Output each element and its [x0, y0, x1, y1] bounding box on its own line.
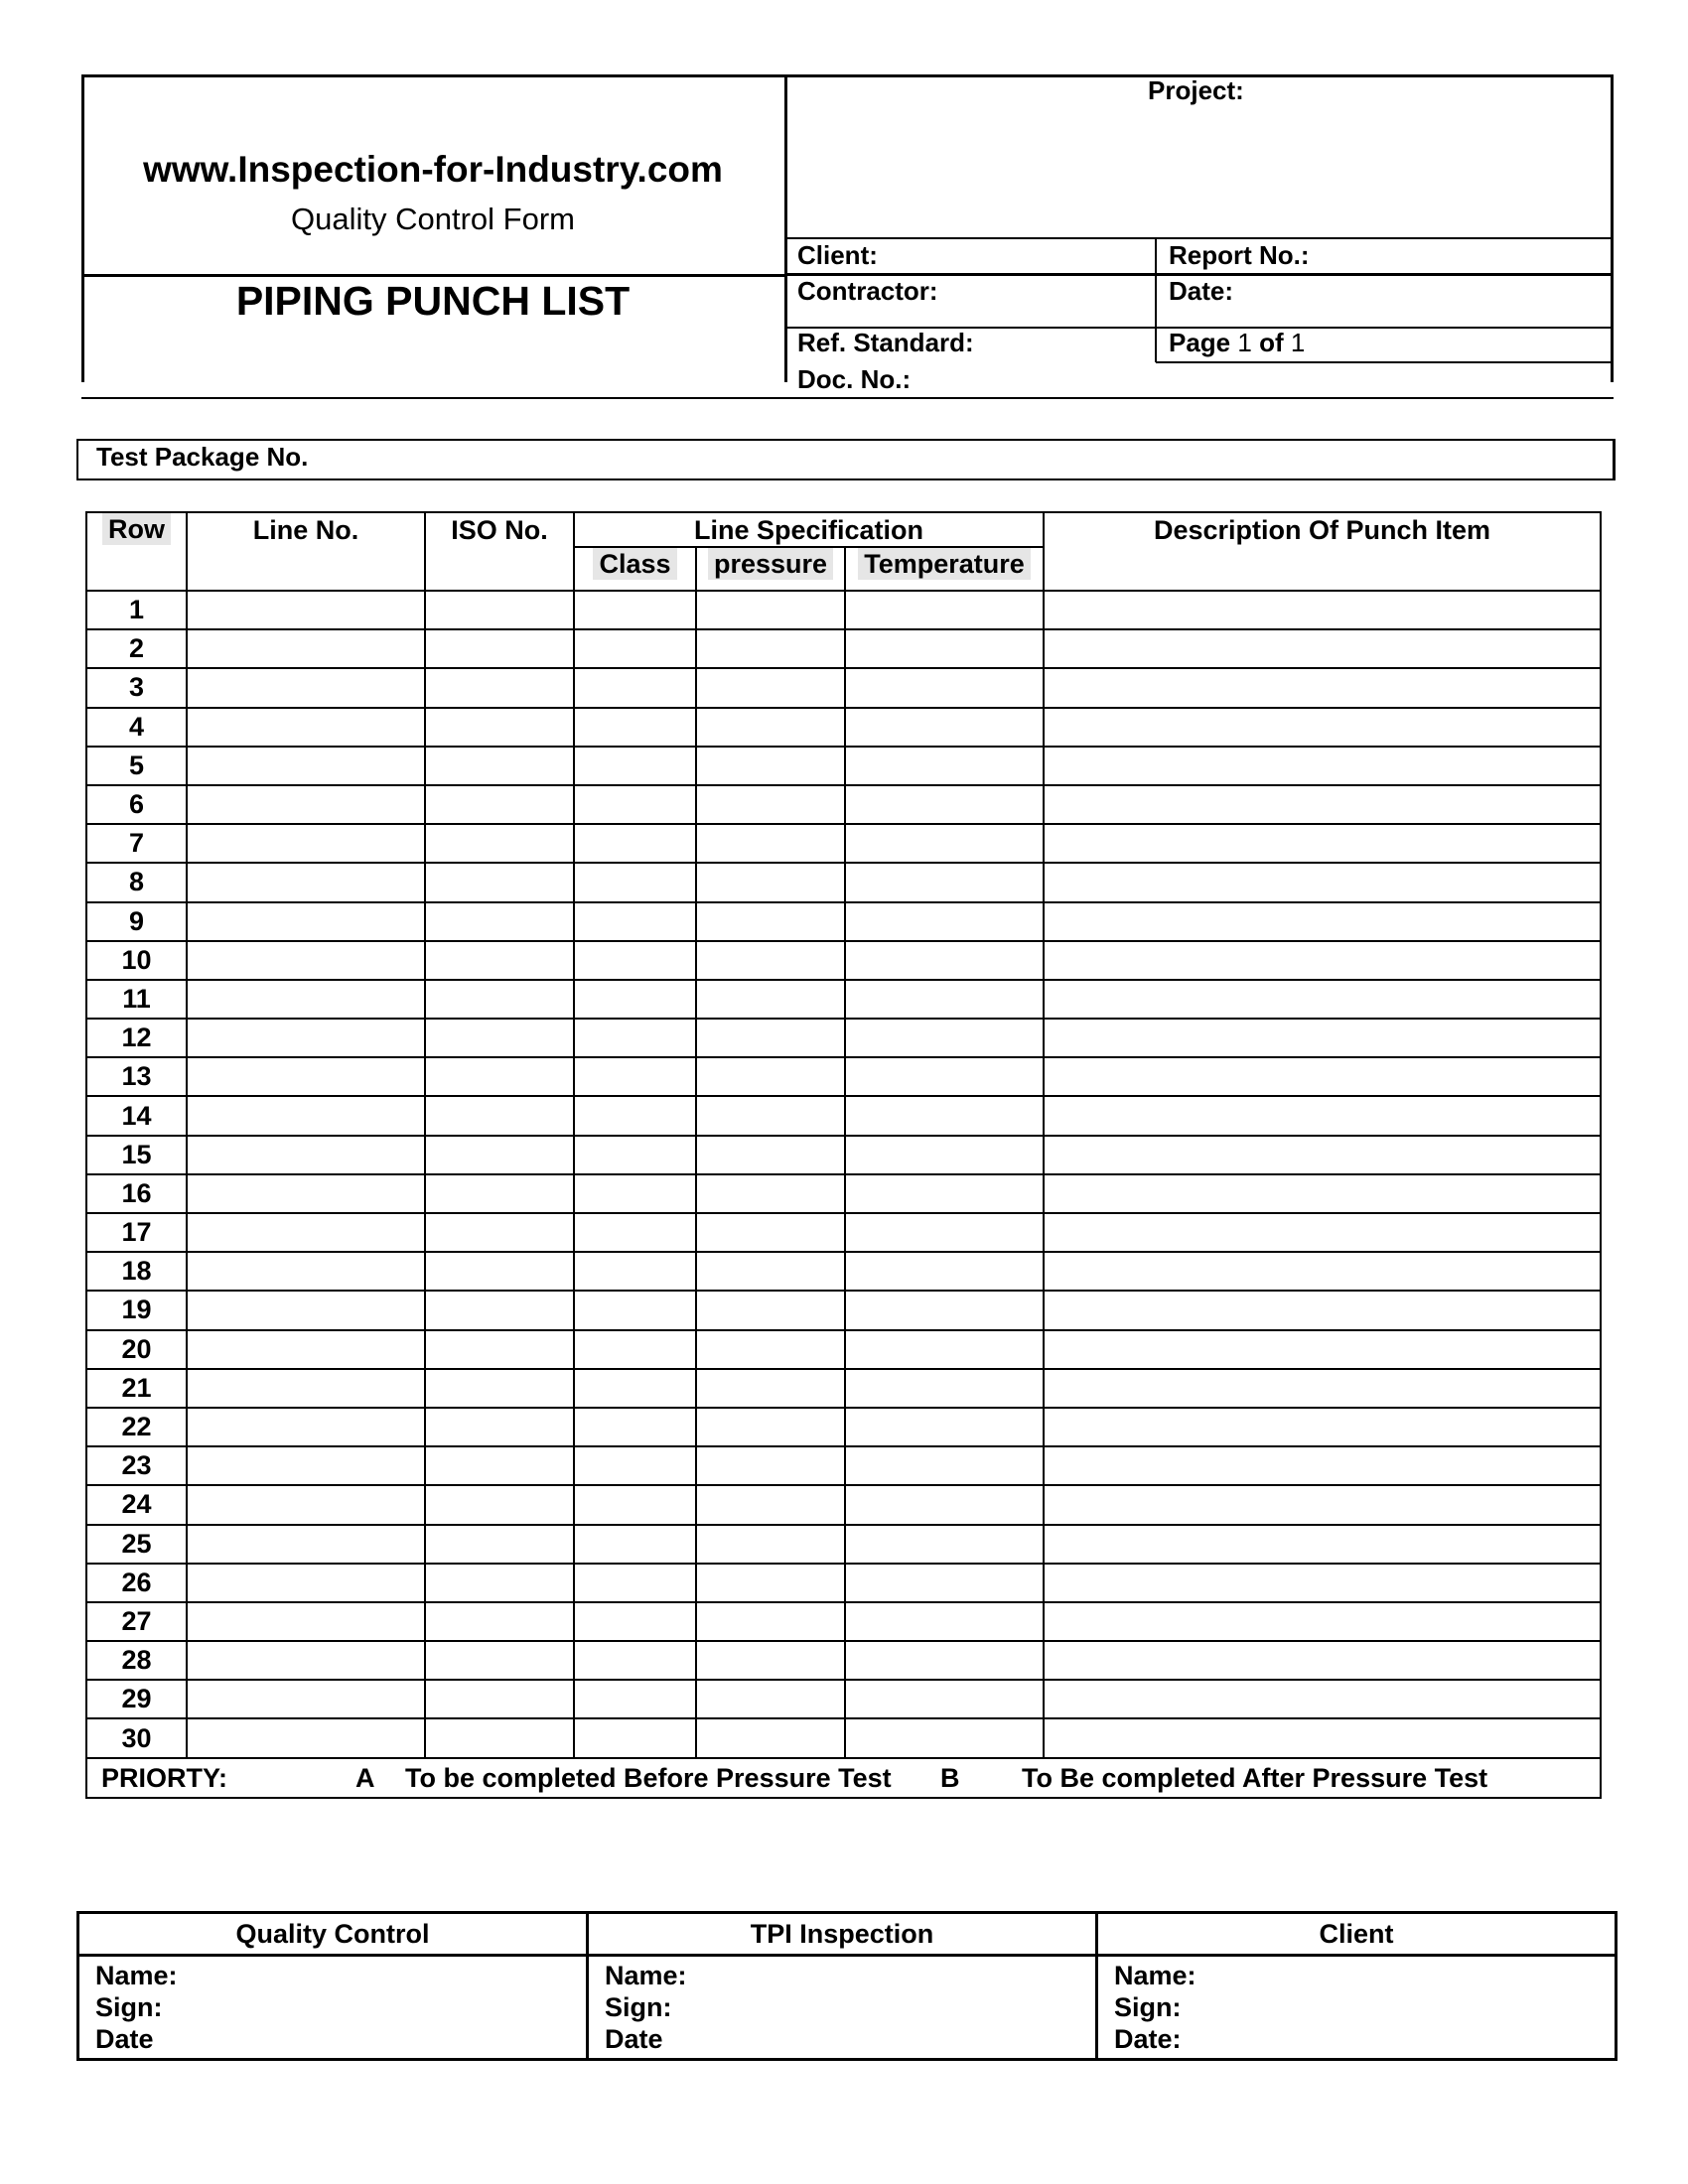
description-cell[interactable]: [1044, 1096, 1601, 1135]
header-grid-line: [1156, 361, 1614, 363]
priority-b-code: B: [940, 1762, 960, 1793]
class-cell[interactable]: [574, 1213, 696, 1252]
table-row: [86, 1330, 1601, 1369]
table-row: [86, 629, 1601, 668]
col-header-description: Description Of Punch Item: [1044, 512, 1601, 591]
table-row: [86, 1369, 1601, 1408]
priority-label: PRIORTY:: [101, 1762, 227, 1793]
description-cell[interactable]: [1044, 1718, 1601, 1757]
iso-no-cell[interactable]: [425, 1019, 574, 1057]
temperature-cell[interactable]: [845, 747, 1044, 785]
class-cell[interactable]: [574, 668, 696, 707]
header-left-divider: [81, 274, 785, 277]
temperature-cell[interactable]: [845, 629, 1044, 668]
line-no-cell[interactable]: [187, 902, 425, 941]
description-cell[interactable]: [1044, 1485, 1601, 1524]
line-no-cell[interactable]: [187, 1096, 425, 1135]
line-no-cell[interactable]: [187, 1680, 425, 1718]
temperature-cell[interactable]: [845, 824, 1044, 863]
ref-standard-label: Ref. Standard:: [797, 328, 974, 357]
table-row: [86, 668, 1601, 707]
line-no-cell[interactable]: [187, 1602, 425, 1641]
pressure-cell[interactable]: [696, 1369, 845, 1408]
line-no-cell[interactable]: [187, 1019, 425, 1057]
pressure-cell[interactable]: [696, 941, 845, 980]
table-row: [86, 1641, 1601, 1680]
line-no-cell[interactable]: [187, 1213, 425, 1252]
description-cell[interactable]: [1044, 785, 1601, 824]
description-cell[interactable]: [1044, 629, 1601, 668]
row-number: 24: [86, 1485, 187, 1524]
line-no-cell[interactable]: [187, 1369, 425, 1408]
col-header-class: Class: [574, 547, 696, 591]
row-number: 16: [86, 1174, 187, 1213]
temperature-cell[interactable]: [845, 1057, 1044, 1096]
table-row: [86, 708, 1601, 747]
class-cell[interactable]: [574, 1252, 696, 1291]
iso-no-cell[interactable]: [425, 1057, 574, 1096]
row-number: 27: [86, 1602, 187, 1641]
iso-no-cell[interactable]: [425, 1136, 574, 1174]
table-row: [86, 902, 1601, 941]
row-number: 19: [86, 1291, 187, 1329]
row-number: 3: [86, 668, 187, 707]
temperature-cell[interactable]: [845, 1291, 1044, 1329]
description-cell[interactable]: [1044, 591, 1601, 629]
client-label: Client:: [797, 240, 878, 270]
row-number: 5: [86, 747, 187, 785]
temperature-cell[interactable]: [845, 1446, 1044, 1485]
table-row: [86, 1680, 1601, 1718]
temperature-cell[interactable]: [845, 1602, 1044, 1641]
iso-no-cell[interactable]: [425, 1291, 574, 1329]
line-no-cell[interactable]: [187, 668, 425, 707]
pressure-cell[interactable]: [696, 863, 845, 901]
pressure-cell[interactable]: [696, 785, 845, 824]
line-no-cell[interactable]: [187, 747, 425, 785]
report-no-label: Report No.:: [1169, 240, 1310, 270]
signature-header-client: Client: [1097, 1913, 1617, 1956]
table-row: [86, 1057, 1601, 1096]
pressure-cell[interactable]: [696, 1446, 845, 1485]
iso-no-cell[interactable]: [425, 1174, 574, 1213]
row-number: 29: [86, 1680, 187, 1718]
table-row: [86, 1019, 1601, 1057]
col-header-iso-no: ISO No.: [425, 512, 574, 591]
pressure-cell[interactable]: [696, 1718, 845, 1757]
row-number: 22: [86, 1408, 187, 1446]
header-grid-line: [1155, 237, 1157, 362]
iso-no-cell[interactable]: [425, 708, 574, 747]
description-cell[interactable]: [1044, 1369, 1601, 1408]
temperature-cell[interactable]: [845, 1330, 1044, 1369]
page-current: 1: [1237, 328, 1252, 357]
temperature-cell[interactable]: [845, 1564, 1044, 1602]
page-total: 1: [1290, 328, 1306, 357]
iso-no-cell[interactable]: [425, 1641, 574, 1680]
doc-no-label: Doc. No.:: [797, 364, 912, 394]
line-no-cell[interactable]: [187, 1330, 425, 1369]
col-header-pressure: pressure: [696, 547, 845, 591]
test-package-label: Test Package No.: [96, 442, 309, 472]
temperature-cell[interactable]: [845, 668, 1044, 707]
table-row: [86, 1718, 1601, 1757]
table-row: [86, 1213, 1601, 1252]
line-no-cell[interactable]: [187, 785, 425, 824]
header-divider: [784, 74, 787, 382]
temperature-cell[interactable]: [845, 1485, 1044, 1524]
line-no-cell[interactable]: [187, 629, 425, 668]
line-no-cell[interactable]: [187, 1446, 425, 1485]
description-cell[interactable]: [1044, 1291, 1601, 1329]
date-label: Date: [605, 2024, 663, 2054]
iso-no-cell[interactable]: [425, 1718, 574, 1757]
description-cell[interactable]: [1044, 1446, 1601, 1485]
description-cell[interactable]: [1044, 824, 1601, 863]
class-cell[interactable]: [574, 1446, 696, 1485]
pressure-cell[interactable]: [696, 1136, 845, 1174]
class-cell[interactable]: [574, 1136, 696, 1174]
description-cell[interactable]: [1044, 1564, 1601, 1602]
iso-no-cell[interactable]: [425, 1525, 574, 1564]
col-header-line-no: Line No.: [187, 512, 425, 591]
priority-a-text: To be completed Before Pressure Test: [405, 1762, 892, 1793]
iso-no-cell[interactable]: [425, 1564, 574, 1602]
iso-no-cell[interactable]: [425, 1446, 574, 1485]
description-cell[interactable]: [1044, 1174, 1601, 1213]
temperature-cell[interactable]: [845, 941, 1044, 980]
contractor-label: Contractor:: [797, 276, 938, 306]
iso-no-cell[interactable]: [425, 824, 574, 863]
temperature-cell[interactable]: [845, 1096, 1044, 1135]
temperature-cell[interactable]: [845, 1136, 1044, 1174]
priority-b-text: To Be completed After Pressure Test: [1022, 1762, 1488, 1793]
description-cell[interactable]: [1044, 1213, 1601, 1252]
line-no-cell[interactable]: [187, 1408, 425, 1446]
table-row: [86, 1564, 1601, 1602]
class-cell[interactable]: [574, 708, 696, 747]
pressure-cell[interactable]: [696, 1213, 845, 1252]
signature-table: [76, 1911, 1618, 2061]
pressure-cell[interactable]: [696, 591, 845, 629]
date-label: Date: [95, 2024, 154, 2054]
pressure-cell[interactable]: [696, 1174, 845, 1213]
iso-no-cell[interactable]: [425, 785, 574, 824]
iso-no-cell[interactable]: [425, 1213, 574, 1252]
description-cell[interactable]: [1044, 747, 1601, 785]
class-cell[interactable]: [574, 902, 696, 941]
iso-no-cell[interactable]: [425, 591, 574, 629]
iso-no-cell[interactable]: [425, 1408, 574, 1446]
line-no-cell[interactable]: [187, 1485, 425, 1524]
row-number: 6: [86, 785, 187, 824]
temperature-cell[interactable]: [845, 902, 1044, 941]
row-number: 25: [86, 1525, 187, 1564]
page-word: Page: [1169, 328, 1231, 357]
form-subtitle: Quality Control Form: [291, 202, 575, 236]
class-cell[interactable]: [574, 1291, 696, 1329]
pressure-cell[interactable]: [696, 1680, 845, 1718]
table-row: [86, 1252, 1601, 1291]
line-no-cell[interactable]: [187, 1525, 425, 1564]
signature-block-tpi[interactable]: [588, 1956, 1097, 2060]
table-row: [86, 863, 1601, 901]
description-cell[interactable]: [1044, 1680, 1601, 1718]
iso-no-cell[interactable]: [425, 1602, 574, 1641]
description-cell[interactable]: [1044, 1057, 1601, 1096]
line-no-cell[interactable]: [187, 824, 425, 863]
pressure-cell[interactable]: [696, 668, 845, 707]
line-no-cell[interactable]: [187, 1174, 425, 1213]
line-no-cell[interactable]: [187, 591, 425, 629]
row-number: 11: [86, 980, 187, 1019]
row-number: 21: [86, 1369, 187, 1408]
line-no-cell[interactable]: [187, 1718, 425, 1757]
description-cell[interactable]: [1044, 863, 1601, 901]
description-cell[interactable]: [1044, 941, 1601, 980]
pressure-cell[interactable]: [696, 747, 845, 785]
iso-no-cell[interactable]: [425, 1252, 574, 1291]
table-row: [86, 1291, 1601, 1329]
pressure-cell[interactable]: [696, 1096, 845, 1135]
table-row: [86, 1174, 1601, 1213]
class-cell[interactable]: [574, 1174, 696, 1213]
test-package-field[interactable]: [76, 439, 1616, 480]
class-cell[interactable]: [574, 1525, 696, 1564]
date-label: Date:: [1169, 276, 1234, 306]
class-cell[interactable]: [574, 1680, 696, 1718]
line-no-cell[interactable]: [187, 1057, 425, 1096]
class-cell[interactable]: [574, 1408, 696, 1446]
table-row: [86, 785, 1601, 824]
col-header-line-spec: Line Specification: [574, 512, 1044, 547]
header-grid-line: [784, 237, 1614, 239]
row-number: 13: [86, 1057, 187, 1096]
row-number: 23: [86, 1446, 187, 1485]
pressure-cell[interactable]: [696, 1057, 845, 1096]
table-row: [86, 1602, 1601, 1641]
pressure-cell[interactable]: [696, 708, 845, 747]
sign-label: Sign:: [605, 1992, 672, 2022]
website-url: www.Inspection-for-Industry.com: [143, 149, 723, 190]
table-row: [86, 941, 1601, 980]
description-cell[interactable]: [1044, 902, 1601, 941]
line-no-cell[interactable]: [187, 1564, 425, 1602]
temperature-cell[interactable]: [845, 1641, 1044, 1680]
table-row: [86, 1485, 1601, 1524]
temperature-cell[interactable]: [845, 785, 1044, 824]
iso-no-cell[interactable]: [425, 941, 574, 980]
pressure-cell[interactable]: [696, 1485, 845, 1524]
signature-header-qc: Quality Control: [78, 1913, 588, 1956]
class-cell[interactable]: [574, 980, 696, 1019]
row-number: 20: [86, 1330, 187, 1369]
description-cell[interactable]: [1044, 1330, 1601, 1369]
iso-no-cell[interactable]: [425, 1485, 574, 1524]
row-number: 18: [86, 1252, 187, 1291]
table-row: [86, 824, 1601, 863]
iso-no-cell[interactable]: [425, 863, 574, 901]
pressure-cell[interactable]: [696, 1408, 845, 1446]
sign-label: Sign:: [95, 1992, 163, 2022]
temperature-cell[interactable]: [845, 1718, 1044, 1757]
temperature-cell[interactable]: [845, 980, 1044, 1019]
row-number: 15: [86, 1136, 187, 1174]
pressure-cell[interactable]: [696, 980, 845, 1019]
class-cell[interactable]: [574, 1369, 696, 1408]
form-title: PIPING PUNCH LIST: [235, 278, 631, 324]
description-cell[interactable]: [1044, 708, 1601, 747]
page-number: [1169, 328, 1305, 358]
description-cell[interactable]: [1044, 668, 1601, 707]
table-row: [86, 1408, 1601, 1446]
row-number: 28: [86, 1641, 187, 1680]
row-number: 30: [86, 1718, 187, 1757]
class-cell[interactable]: [574, 747, 696, 785]
description-cell[interactable]: [1044, 1408, 1601, 1446]
row-number: 1: [86, 591, 187, 629]
description-cell[interactable]: [1044, 1252, 1601, 1291]
temperature-cell[interactable]: [845, 1174, 1044, 1213]
name-label: Name:: [1114, 1961, 1196, 1990]
line-no-cell[interactable]: [187, 1641, 425, 1680]
line-no-cell[interactable]: [187, 863, 425, 901]
priority-a-code: A: [355, 1762, 375, 1793]
iso-no-cell[interactable]: [425, 1680, 574, 1718]
signature-block-client[interactable]: [1097, 1956, 1617, 2060]
line-no-cell[interactable]: [187, 1252, 425, 1291]
pressure-cell[interactable]: [696, 824, 845, 863]
row-number: 26: [86, 1564, 187, 1602]
signature-block-qc[interactable]: [78, 1956, 588, 2060]
row-number: 4: [86, 708, 187, 747]
class-cell[interactable]: [574, 1564, 696, 1602]
table-row: [86, 980, 1601, 1019]
row-number: 8: [86, 863, 187, 901]
header-bottom-rule: [81, 397, 1614, 399]
pressure-cell[interactable]: [696, 1252, 845, 1291]
temperature-cell[interactable]: [845, 1525, 1044, 1564]
description-cell[interactable]: [1044, 1525, 1601, 1564]
iso-no-cell[interactable]: [425, 1369, 574, 1408]
description-cell[interactable]: [1044, 980, 1601, 1019]
temperature-cell[interactable]: [845, 1369, 1044, 1408]
class-cell[interactable]: [574, 1485, 696, 1524]
class-cell[interactable]: [574, 1057, 696, 1096]
iso-no-cell[interactable]: [425, 668, 574, 707]
description-cell[interactable]: [1044, 1602, 1601, 1641]
temperature-cell[interactable]: [845, 863, 1044, 901]
class-cell[interactable]: [574, 1096, 696, 1135]
class-cell[interactable]: [574, 824, 696, 863]
table-row: [86, 747, 1601, 785]
temperature-cell[interactable]: [845, 1680, 1044, 1718]
priority-legend: [86, 1758, 1601, 1798]
iso-no-cell[interactable]: [425, 902, 574, 941]
line-no-cell[interactable]: [187, 941, 425, 980]
line-no-cell[interactable]: [187, 708, 425, 747]
iso-no-cell[interactable]: [425, 747, 574, 785]
table-row: [86, 1525, 1601, 1564]
col-header-row: Row: [86, 512, 187, 591]
temperature-cell[interactable]: [845, 708, 1044, 747]
pressure-cell[interactable]: [696, 629, 845, 668]
pressure-cell[interactable]: [696, 1525, 845, 1564]
temperature-cell[interactable]: [845, 1252, 1044, 1291]
project-label: Project:: [1148, 75, 1244, 105]
class-cell[interactable]: [574, 591, 696, 629]
class-cell[interactable]: [574, 1718, 696, 1757]
page-of: of: [1259, 328, 1284, 357]
pressure-cell[interactable]: [696, 1602, 845, 1641]
description-cell[interactable]: [1044, 1641, 1601, 1680]
row-number: 9: [86, 902, 187, 941]
row-number: 7: [86, 824, 187, 863]
class-cell[interactable]: [574, 785, 696, 824]
row-number: 14: [86, 1096, 187, 1135]
pressure-cell[interactable]: [696, 902, 845, 941]
row-number: 10: [86, 941, 187, 980]
line-no-cell[interactable]: [187, 980, 425, 1019]
pressure-cell[interactable]: [696, 1564, 845, 1602]
temperature-cell[interactable]: [845, 1019, 1044, 1057]
col-header-temperature: Temperature: [845, 547, 1044, 591]
table-row: [86, 1096, 1601, 1135]
punch-list-table: [85, 511, 1602, 1799]
row-number: 12: [86, 1019, 187, 1057]
temperature-cell[interactable]: [845, 1213, 1044, 1252]
date-label: Date:: [1114, 2024, 1182, 2054]
line-no-cell[interactable]: [187, 1136, 425, 1174]
description-cell[interactable]: [1044, 1019, 1601, 1057]
class-cell[interactable]: [574, 863, 696, 901]
name-label: Name:: [95, 1961, 178, 1990]
iso-no-cell[interactable]: [425, 1330, 574, 1369]
pressure-cell[interactable]: [696, 1330, 845, 1369]
pressure-cell[interactable]: [696, 1019, 845, 1057]
class-cell[interactable]: [574, 1330, 696, 1369]
description-cell[interactable]: [1044, 1136, 1601, 1174]
class-cell[interactable]: [574, 1602, 696, 1641]
name-label: Name:: [605, 1961, 687, 1990]
iso-no-cell[interactable]: [425, 980, 574, 1019]
row-number: 17: [86, 1213, 187, 1252]
table-row: [86, 1136, 1601, 1174]
class-cell[interactable]: [574, 629, 696, 668]
row-number: 2: [86, 629, 187, 668]
class-cell[interactable]: [574, 1641, 696, 1680]
iso-no-cell[interactable]: [425, 629, 574, 668]
sign-label: Sign:: [1114, 1992, 1182, 2022]
signature-header-tpi: TPI Inspection: [588, 1913, 1097, 1956]
table-row: [86, 1446, 1601, 1485]
temperature-cell[interactable]: [845, 1408, 1044, 1446]
line-no-cell[interactable]: [187, 1291, 425, 1329]
class-cell[interactable]: [574, 941, 696, 980]
temperature-cell[interactable]: [845, 591, 1044, 629]
pressure-cell[interactable]: [696, 1641, 845, 1680]
pressure-cell[interactable]: [696, 1291, 845, 1329]
iso-no-cell[interactable]: [425, 1096, 574, 1135]
table-row: [86, 591, 1601, 629]
class-cell[interactable]: [574, 1019, 696, 1057]
